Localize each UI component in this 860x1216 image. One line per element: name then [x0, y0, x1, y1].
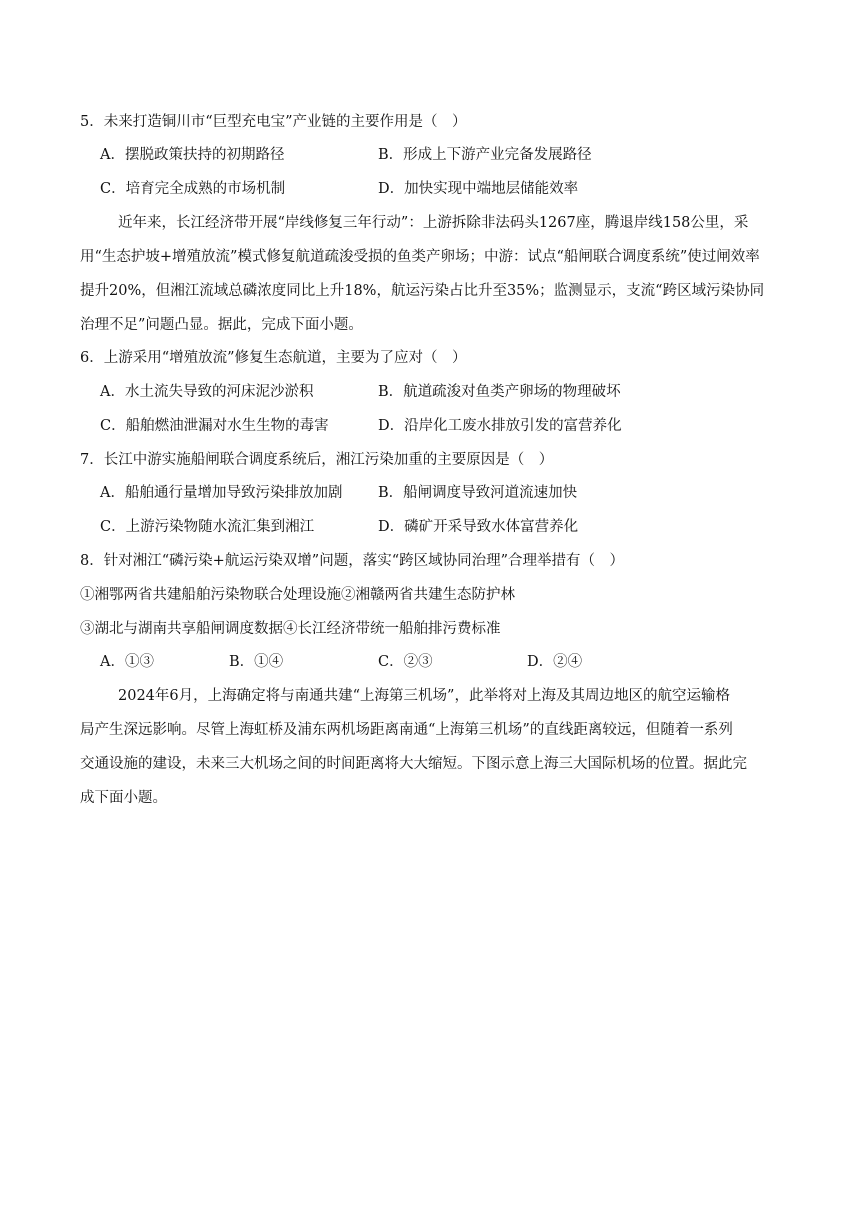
q6-option-c[interactable]: C．船舶燃油泄漏对水生生物的毒害 — [100, 418, 329, 434]
q5-option-d[interactable]: D．加快实现中端地层储能效率 — [378, 181, 579, 197]
passage1-line-4: 治理不足”问题凸显。据此，完成下面小题。 — [80, 317, 363, 333]
passage1-line-2: 用“生态护坡+增殖放流”模式修复航道疏浚受损的鱼类产卵场；中游：试点“船闸联合调度系统”使过闸效率 — [80, 249, 760, 265]
q6-option-b[interactable]: B．航道疏浚对鱼类产卵场的物理破坏 — [378, 384, 621, 400]
passage2-line-3: 交通设施的建设，未来三大机场之间的时间距离将大大缩短。下图示意上海三大国际机场的位置。据此完 — [80, 756, 747, 772]
passage2-line-4: 成下面小题。 — [80, 790, 167, 806]
passage2-line-2: 局产生深远影响。尽管上海虹桥及浦东两机场距离南通“上海第三机场”的直线距离较远，但随着一系列 — [80, 722, 733, 738]
q8-stem: 8．针对湘江“磷污染+航运污染双增”问题，落实“跨区域协同治理”合理举措有（ ） — [80, 553, 625, 569]
passage1-line-3: 提升20%，但湘江流域总磷浓度同比上升18%，航运污染占比升至35%；监测显示，支流“跨区域污染协同 — [80, 283, 765, 299]
passage1-line-1: 近年来，长江经济带开展“岸线修复三年行动”：上游拆除非法码头1267座，腾退岸线158公里，采 — [118, 215, 749, 231]
q7-option-c[interactable]: C．上游污染物随水流汇集到湘江 — [100, 519, 315, 535]
q8-items-1-2: ①湘鄂两省共建船舶污染物联合处理设施②湘赣两省共建生态防护林 — [80, 587, 515, 603]
q7-option-b[interactable]: B．船闸调度导致河道流速加快 — [378, 485, 578, 501]
q8-option-d[interactable]: D．②④ — [527, 654, 583, 670]
q7-option-d[interactable]: D．磷矿开采导致水体富营养化 — [378, 519, 579, 535]
passage2-line-1: 2024年6月，上海确定将与南通共建“上海第三机场”，此举将对上海及其周边地区的航空运输格 — [118, 688, 730, 704]
q5-option-a[interactable]: A．摆脱政策扶持的初期路径 — [100, 147, 285, 163]
q8-option-c[interactable]: C．②③ — [378, 654, 433, 670]
q5-option-b[interactable]: B．形成上下游产业完备发展路径 — [378, 147, 592, 163]
q8-option-a[interactable]: A．①③ — [100, 654, 154, 670]
q6-option-d[interactable]: D．沿岸化工废水排放引发的富营养化 — [378, 418, 622, 434]
q6-option-a[interactable]: A．水土流失导致的河床泥沙淤积 — [100, 384, 314, 400]
q5-stem: 5．未来打造铜川市“巨型充电宝”产业链的主要作用是（ ） — [80, 114, 467, 130]
q8-option-b[interactable]: B．①④ — [229, 654, 284, 670]
q7-option-a[interactable]: A．船舶通行量增加导致污染排放加剧 — [100, 485, 343, 501]
q5-option-c[interactable]: C．培育完全成熟的市场机制 — [100, 181, 286, 197]
q7-stem: 7．长江中游实施船闸联合调度系统后，湘江污染加重的主要原因是（ ） — [80, 452, 554, 468]
q6-stem: 6．上游采用“增殖放流”修复生态航道，主要为了应对（ ） — [80, 350, 467, 366]
q8-items-3-4: ③湖北与湖南共享船闸调度数据④长江经济带统一船舶排污费标准 — [80, 621, 501, 637]
